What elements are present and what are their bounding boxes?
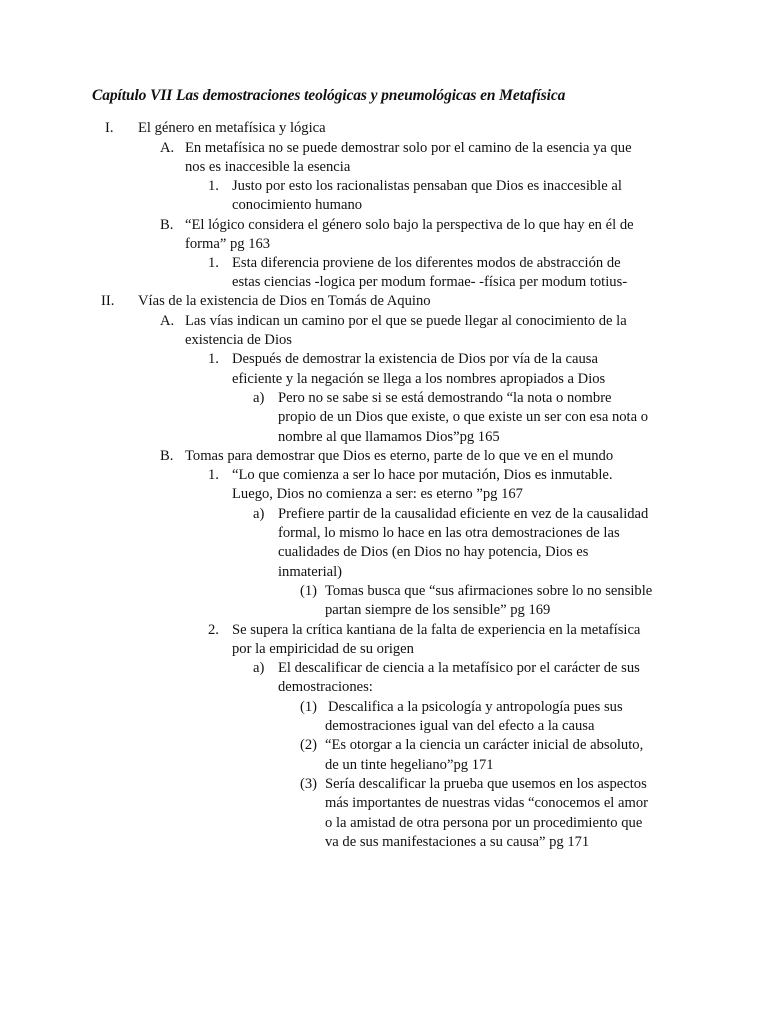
outline-line: “Es otorgar a la ciencia un carácter inicial de absoluto, [325, 737, 644, 753]
outline-line: partan siempre de los sensible” pg 169 [325, 602, 551, 618]
outline-line: Esta diferencia proviene de los diferentes modos de abstracción de [232, 255, 621, 271]
list-marker: 1. [208, 255, 219, 271]
outline-line: nos es inaccesible la esencia [185, 159, 351, 175]
list-marker: A. [160, 313, 175, 329]
outline-line: Pero no se sabe si se está demostrando “la nota o nombre [278, 390, 612, 406]
outline-line: inmaterial) [278, 564, 343, 580]
outline-line: El descalificar de ciencia a la metafísico por el carácter de sus [278, 660, 640, 676]
outline-line: Después de demostrar la existencia de Dios por vía de la causa [232, 351, 598, 367]
outline-line: En metafísica no se puede demostrar solo por el camino de la esencia ya que [185, 140, 632, 156]
outline-line: Tomas para demostrar que Dios es eterno, parte de lo que ve en el mundo [185, 448, 614, 464]
outline-line: va de sus manifestaciones a su causa” pg 171 [325, 834, 590, 850]
list-marker: (3) [300, 776, 318, 792]
outline-line: Tomas busca que “sus afirmaciones sobre lo no sensible [325, 583, 653, 599]
outline-line: Sería descalificar la prueba que usemos en los aspectos [325, 776, 647, 792]
outline-line: “Lo que comienza a ser lo hace por mutación, Dios es inmutable. [232, 467, 613, 483]
list-marker: (1) [300, 699, 318, 715]
outline-line: Se supera la crítica kantiana de la falta de experiencia en la metafísica [232, 622, 641, 638]
list-marker: 1. [208, 178, 219, 194]
outline-line: formal, lo mismo lo hace en las otra demostraciones de las [278, 525, 620, 541]
outline-line: demostraciones: [278, 679, 373, 695]
outline-line: existencia de Dios [185, 332, 292, 348]
list-marker: I. [105, 120, 114, 136]
outline-line: o la amistad de otra persona por un procedimiento que [325, 815, 643, 831]
list-marker: (1) [300, 583, 318, 599]
outline-line: eficiente y la negación se llega a los nombres apropiados a Dios [232, 371, 606, 387]
outline-line: Las vías indican un camino por el que se puede llegar al conocimiento de la [185, 313, 627, 329]
list-marker: 2. [208, 622, 219, 638]
list-marker: a) [253, 390, 265, 406]
outline-line: Descalifica a la psicología y antropología pues sus [328, 699, 623, 715]
outline-line: “El lógico considera el género solo bajo la perspectiva de lo que hay en él de [185, 217, 634, 233]
list-marker: A. [160, 140, 175, 156]
outline-line: forma” pg 163 [185, 236, 271, 252]
outline-line: estas ciencias -logica per modum formae- -física per modum totius- [232, 274, 628, 290]
list-marker: 1. [208, 351, 219, 367]
list-marker: B. [160, 448, 174, 464]
outline-line: de un tinte hegeliano”pg 171 [325, 757, 494, 773]
outline-line: Justo por esto los racionalistas pensaban que Dios es inaccesible al [232, 178, 622, 194]
outline-line: por la empiricidad de su origen [232, 641, 414, 657]
list-marker: a) [253, 660, 265, 676]
outline-line: Prefiere partir de la causalidad eficiente en vez de la causalidad [278, 506, 649, 522]
outline-line: Vías de la existencia de Dios en Tomás de Aquino [138, 293, 431, 309]
outline-line: más importantes de nuestras vidas “conocemos el amor [325, 795, 648, 811]
outline-line: cualidades de Dios (en Dios no hay potencia, Dios es [278, 544, 589, 560]
list-marker: (2) [300, 737, 318, 753]
list-marker: 1. [208, 467, 219, 483]
chapter-title: Capítulo VII Las demostraciones teológicas y pneumológicas en Metafísica [92, 87, 566, 104]
outline-line: conocimiento humano [232, 197, 363, 213]
outline-line: Luego, Dios no comienza a ser: es eterno ”pg 167 [232, 486, 523, 502]
outline-line: demostraciones igual van del efecto a la causa [325, 718, 595, 734]
list-marker: B. [160, 217, 174, 233]
list-marker: a) [253, 506, 265, 522]
outline-line: nombre al que llamamos Dios”pg 165 [278, 429, 500, 445]
outline-line: El género en metafísica y lógica [138, 120, 326, 136]
list-marker: II. [101, 293, 115, 309]
outline-line: propio de un Dios que existe, o que existe un ser con esa nota o [278, 409, 649, 425]
